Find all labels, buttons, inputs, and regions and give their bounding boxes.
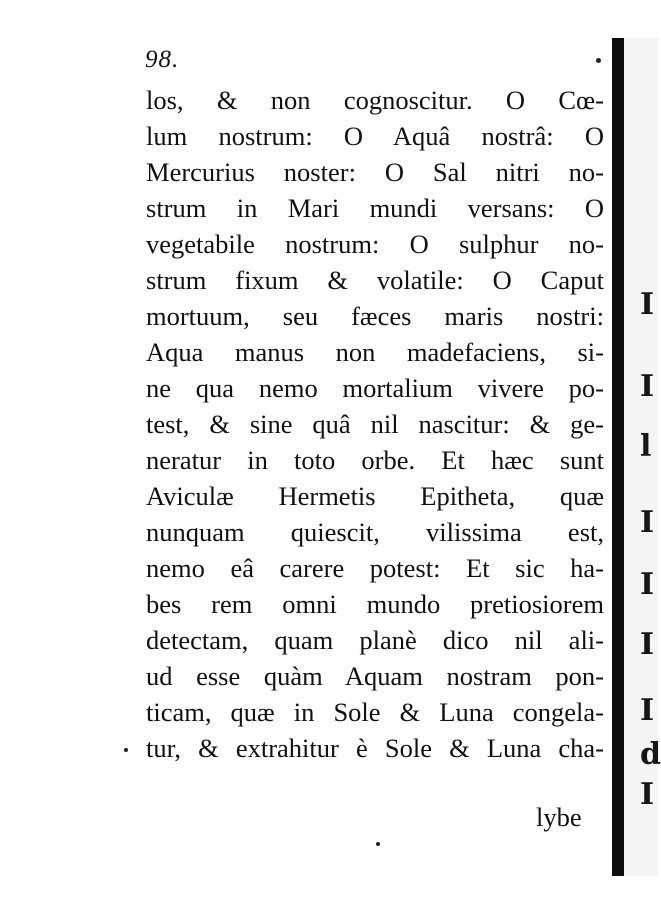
body-text <box>146 82 604 766</box>
text-line: ud esse quàm Aquam nostram pon- <box>146 661 604 691</box>
facing-page-glyph: I <box>640 627 655 662</box>
text-line: test, & sine quâ nil nascitur: & ge- <box>146 409 604 439</box>
text-line: strum fixum & volatile: O Caput <box>146 265 604 295</box>
ink-speck <box>596 58 601 63</box>
text-line: detectam, quam planè dico nil ali- <box>146 625 604 655</box>
text-line: ne qua nemo mortalium vivere po- <box>146 373 604 403</box>
facing-page-glyph: d <box>640 737 661 772</box>
facing-page-glyph: I <box>640 505 655 540</box>
text-line: los, & non cognoscitur. O Cœ- <box>146 85 604 115</box>
text-line: neratur in toto orbe. Et hæc sunt <box>146 445 604 475</box>
text-line: lum nostrum: O Aquâ nostrâ: O <box>146 121 604 151</box>
text-line: nunquam quiescit, vilissima est, <box>146 517 604 547</box>
facing-page-glyph: I <box>640 567 655 602</box>
ink-speck <box>124 748 128 752</box>
text-line: ticam, quæ in Sole & Luna congela- <box>146 697 604 727</box>
text-line: Aviculæ Hermetis Epitheta, quæ <box>146 481 604 511</box>
page-number: 98. <box>145 46 180 73</box>
binding-gutter <box>612 38 624 876</box>
ink-speck <box>376 842 380 846</box>
text-line: tur, & extrahitur è Sole & Luna cha- <box>146 733 604 763</box>
text-line: nemo eâ carere potest: Et sic ha- <box>146 553 604 583</box>
text-line: mortuum, seu fæces maris nostri: <box>146 301 604 331</box>
text-line: bes rem omni mundo pretiosiorem <box>146 589 604 619</box>
facing-page-glyph: I <box>640 777 655 812</box>
facing-page-glyph: I <box>640 369 655 404</box>
text-line: Mercurius noster: O Sal nitri no- <box>146 157 604 187</box>
facing-page-glyph: I <box>640 693 655 728</box>
facing-page-glyph: l <box>640 429 652 464</box>
facing-page-glyph: I <box>640 287 655 322</box>
text-line: strum in Mari mundi versans: O <box>146 193 604 223</box>
text-line: vegetabile nostrum: O sulphur no- <box>146 229 604 259</box>
catchword: lybe <box>536 802 582 832</box>
text-line: Aqua manus non madefaciens, si- <box>146 337 604 367</box>
